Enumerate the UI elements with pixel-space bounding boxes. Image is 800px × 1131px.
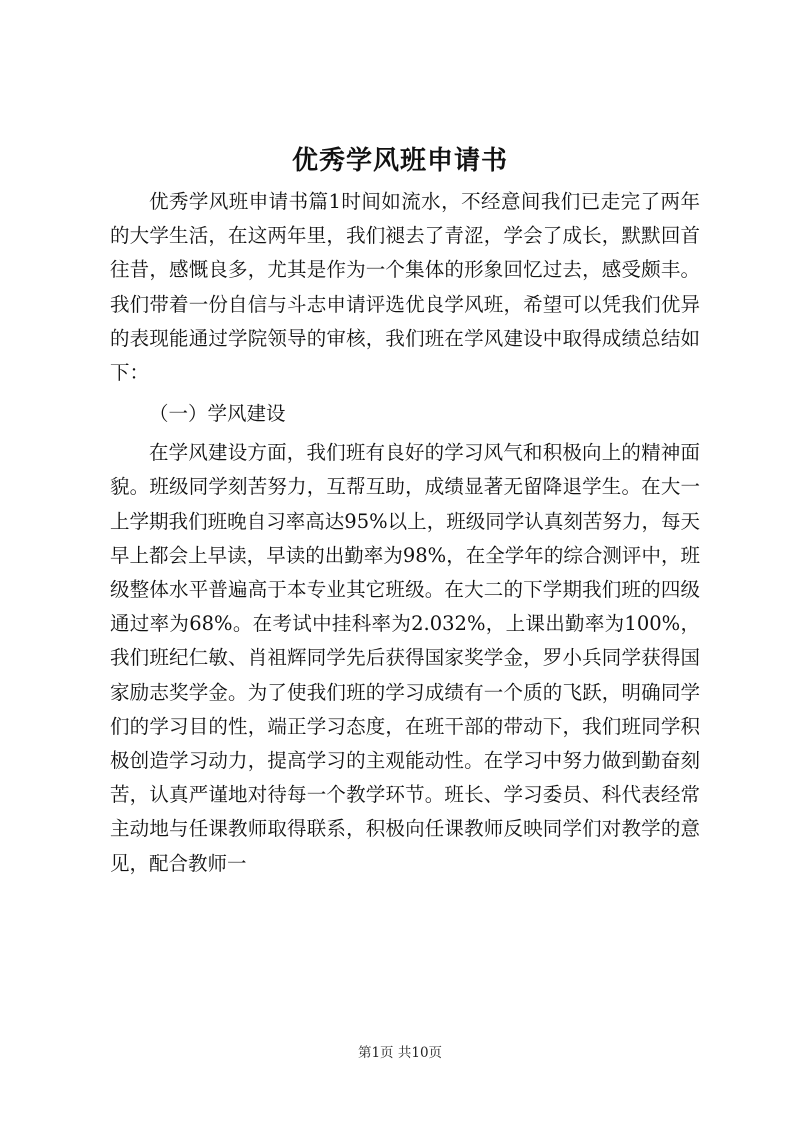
page-title: 优秀学风班申请书 <box>291 146 508 176</box>
document-body <box>110 185 700 881</box>
intro-paragraph: 优秀学风班申请书篇1时间如流水，不经意间我们已走完了两年的大学生活，在这两年里，我们褪去了青涩，学会了成长，默默回首往昔，感慨良多，尤其是作为一个集体的形象回忆过去，感受颇丰。我们带着一份自信与斗志申请评选优良学风班，希望可以凭我们优异的表现能通过学院领导的审核，我们班在学风建设中取得成绩总结如下： <box>110 190 700 385</box>
page-footer: 第1页 共10页 <box>357 1045 443 1061</box>
section-paragraph: 在学风建设方面，我们班有良好的学习风气和积极向上的精神面貌。班级同学刻苦努力，互帮互助，成绩显著无留降退学生。在大一上学期我们班晚自习率高达95%以上，班级同学认真刻苦努力，每天早上都会上早读，早读的出勤率为98%，在全学年的综合测评中，班级整体水平普遍高于本专业其它班级。在大二的下学期我们班的四级通过率为68%。在考试中挂科率为2.032%，上课出勤率为100%，我们班纪仁敏、肖祖辉同学先后获得国家奖学金，罗小兵同学获得国家励志奖学金。为了使我们班的学习成绩有一个质的飞跃，明确同学们的学习目的性，端正学习态度，在班干部的带动下，我们班同学积极创造学习动力，提高学习的主观能动性。在学习中努力做到勤奋刻苦，认真严谨地对待每一个教学环节。班长、学习委员、科代表经常主动地与任课教师取得联系，积极向任课教师反映同学们对教学的意见，配合教师一 <box>110 441 700 875</box>
section-heading: （一）学风建设 <box>149 402 286 426</box>
